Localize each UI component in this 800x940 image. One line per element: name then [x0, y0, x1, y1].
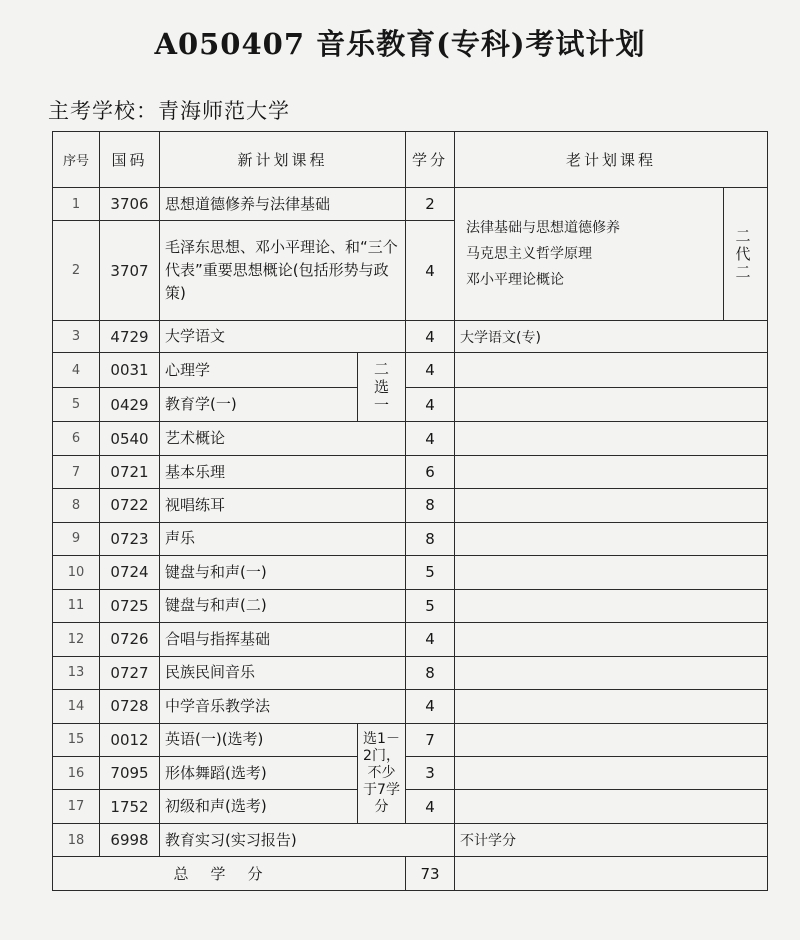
table-row: [53, 455, 768, 488]
credit-cell: 4: [406, 387, 455, 421]
old-course-group-cell: [455, 188, 768, 321]
course-cell: 心理学: [160, 353, 358, 387]
old-course-cell: [455, 387, 768, 421]
credit-cell: 4: [406, 790, 455, 823]
elective-note: 选1－2门，不少于7学分: [358, 723, 406, 823]
seq-cell: 3: [53, 320, 100, 352]
seq-cell: 16: [53, 756, 100, 789]
code-cell: 0540: [100, 422, 160, 455]
old-course-cell: 不计学分: [455, 823, 768, 856]
seq-cell: 9: [53, 522, 100, 555]
old-course-item: 邓小平理论概论: [466, 271, 565, 288]
old-course-cell: [455, 857, 768, 891]
credit-cell: 4: [406, 320, 455, 352]
table-row: [53, 756, 768, 789]
course-cell: 教育学(一): [160, 387, 358, 421]
credit-cell: 5: [406, 556, 455, 589]
old-course-cell: [455, 589, 768, 622]
seq-cell: 8: [53, 489, 100, 522]
header-old-course: 老计划课程: [455, 132, 768, 188]
course-cell: 合唱与指挥基础: [160, 623, 406, 656]
old-course-cell: [455, 756, 768, 789]
old-course-cell: [455, 723, 768, 756]
course-cell: 键盘与和声(二): [160, 589, 406, 622]
code-cell: 1752: [100, 790, 160, 823]
total-row: [53, 857, 768, 891]
code-cell: 0728: [100, 690, 160, 723]
old-course-list: [460, 188, 724, 320]
seq-cell: 10: [53, 556, 100, 589]
course-cell: 视唱练耳: [160, 489, 406, 522]
table-row: [53, 320, 768, 352]
seq-cell: 18: [53, 823, 100, 856]
old-course-item: 法律基础与思想道德修养: [466, 219, 621, 236]
course-cell: 声乐: [160, 522, 406, 555]
seq-cell: 1: [53, 188, 100, 221]
credit-cell: 6: [406, 455, 455, 488]
credit-cell: 4: [406, 221, 455, 320]
page-title: A050407 音乐教育(专科)考试计划: [154, 27, 646, 61]
course-cell: 形体舞蹈(选考): [160, 756, 358, 789]
old-course-cell: [455, 556, 768, 589]
code-cell: 0723: [100, 522, 160, 555]
school-name: 主考学校：青海师范大学: [48, 99, 290, 123]
code-cell: 0724: [100, 556, 160, 589]
course-cell: 教育实习(实习报告): [160, 823, 455, 856]
code-cell: 0012: [100, 723, 160, 756]
credit-cell: 7: [406, 723, 455, 756]
credit-cell: 3: [406, 756, 455, 789]
table-row: [53, 353, 768, 387]
exam-plan-table: [52, 131, 768, 891]
code-cell: 0727: [100, 656, 160, 689]
old-course-cell: [455, 422, 768, 455]
credit-cell: 8: [406, 489, 455, 522]
header-code: 国码: [100, 132, 160, 188]
table-row: [53, 188, 768, 221]
table-row: [53, 623, 768, 656]
seq-cell: 17: [53, 790, 100, 823]
old-course-cell: [455, 790, 768, 823]
code-cell: 0722: [100, 489, 160, 522]
old-course-cell: [455, 690, 768, 723]
table-row: [53, 589, 768, 622]
course-cell: 初级和声(选考): [160, 790, 358, 823]
course-cell: 中学音乐教学法: [160, 690, 406, 723]
credit-cell: 2: [406, 188, 455, 221]
course-cell: 民族民间音乐: [160, 656, 406, 689]
total-credits: 73: [406, 857, 455, 891]
seq-cell: 7: [53, 455, 100, 488]
code-cell: 3706: [100, 188, 160, 221]
header-credits: 学分: [406, 132, 455, 188]
seq-cell: 2: [53, 221, 100, 320]
course-cell: 基本乐理: [160, 455, 406, 488]
seq-cell: 14: [53, 690, 100, 723]
credit-cell: 4: [406, 623, 455, 656]
total-label: 总学分: [53, 857, 406, 891]
credit-cell: 8: [406, 522, 455, 555]
old-course-cell: [455, 623, 768, 656]
old-course-cell: [455, 522, 768, 555]
header-row: [53, 132, 768, 188]
code-cell: 3707: [100, 221, 160, 320]
course-cell: 大学语文: [160, 320, 406, 352]
table-row: [53, 690, 768, 723]
credit-cell: 4: [406, 353, 455, 387]
seq-cell: 13: [53, 656, 100, 689]
old-course-cell: 大学语文(专): [455, 320, 768, 352]
credit-cell: 4: [406, 690, 455, 723]
seq-cell: 4: [53, 353, 100, 387]
code-cell: 7095: [100, 756, 160, 789]
old-course-cell: [455, 656, 768, 689]
course-cell: 毛泽东思想、邓小平理论、和“三个代表”重要思想概论(包括形势与政策): [160, 221, 406, 320]
table-row: [53, 656, 768, 689]
code-cell: 0721: [100, 455, 160, 488]
code-cell: 0725: [100, 589, 160, 622]
code-cell: 0429: [100, 387, 160, 421]
table-row: [53, 723, 768, 756]
seq-cell: 6: [53, 422, 100, 455]
table-row: [53, 823, 768, 856]
old-course-cell: [455, 455, 768, 488]
table-row: [53, 790, 768, 823]
course-cell: 键盘与和声(一): [160, 556, 406, 589]
choose-one-of-two-note: 二选一: [358, 353, 406, 422]
credit-cell: 8: [406, 656, 455, 689]
seq-cell: 15: [53, 723, 100, 756]
old-course-cell: [455, 353, 768, 387]
course-cell: 思想道德修养与法律基础: [160, 188, 406, 221]
code-cell: 0726: [100, 623, 160, 656]
code-cell: 0031: [100, 353, 160, 387]
old-course-item: 马克思主义哲学原理: [466, 245, 593, 262]
old-note-text: 二代二: [735, 226, 751, 281]
credit-cell: 5: [406, 589, 455, 622]
table-row: [53, 387, 768, 421]
header-new-course: 新计划课程: [160, 132, 406, 188]
old-course-group-note: [724, 188, 763, 320]
credit-cell: 4: [406, 422, 455, 455]
table-row: [53, 422, 768, 455]
seq-cell: 5: [53, 387, 100, 421]
seq-cell: 12: [53, 623, 100, 656]
header-seq: 序号: [53, 132, 100, 188]
table-row: [53, 489, 768, 522]
table-row: [53, 522, 768, 555]
course-cell: 艺术概论: [160, 422, 406, 455]
code-cell: 6998: [100, 823, 160, 856]
course-cell: 英语(一)(选考): [160, 723, 358, 756]
table-row: [53, 556, 768, 589]
code-cell: 4729: [100, 320, 160, 352]
seq-cell: 11: [53, 589, 100, 622]
old-course-cell: [455, 489, 768, 522]
